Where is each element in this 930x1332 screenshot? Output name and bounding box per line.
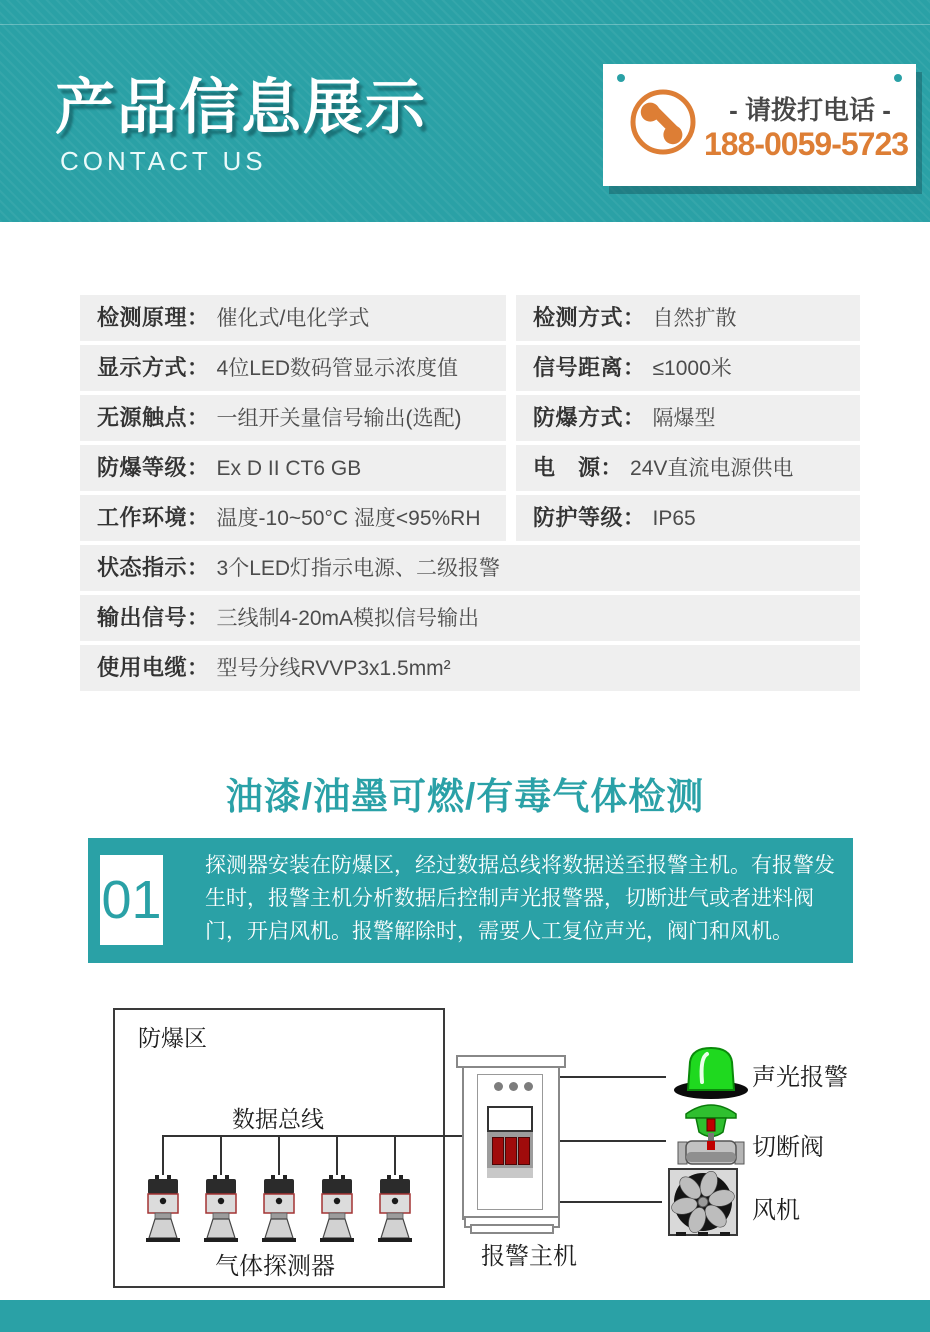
page-subtitle: CONTACT US <box>60 146 267 176</box>
section-heading: 油漆/油墨可燃/有毒气体检测 <box>225 776 705 817</box>
page-title: 产品信息展示 <box>55 74 427 141</box>
step-number-box <box>100 855 163 945</box>
cabinet-foot <box>470 1224 554 1234</box>
spec-table <box>80 295 860 691</box>
data-bus-line <box>163 1135 463 1137</box>
bus-drop-line <box>278 1135 280 1175</box>
spec-value: Ex D II CT6 GB <box>216 457 362 480</box>
spec-label: 防护等级： <box>533 505 646 530</box>
gas-detector-icon <box>319 1175 355 1250</box>
step-01-band <box>88 838 853 963</box>
spec-label: 检测方式： <box>533 305 646 330</box>
display-red-module <box>487 1132 533 1168</box>
spec-value: 型号分线RVVP3x1.5mm² <box>216 657 451 680</box>
gas-detector-icon <box>261 1175 297 1250</box>
spec-value: 隔爆型 <box>652 407 716 430</box>
cabinet-indicator-dot <box>524 1082 533 1091</box>
gas-detector-icon <box>203 1175 239 1250</box>
bus-drop-line <box>220 1135 222 1175</box>
alarm-beacon-icon <box>672 1044 750 1105</box>
spec-value: 催化式/电化学式 <box>216 307 370 330</box>
spec-value: IP65 <box>652 507 696 530</box>
step-number: 01 <box>101 870 162 930</box>
data-bus-label: 数据总线 <box>232 1106 324 1132</box>
spec-value: 三线制4-20mA模拟信号输出 <box>216 607 480 630</box>
spec-cell <box>80 495 506 541</box>
header-banner <box>0 0 930 222</box>
header-seam-line <box>0 24 930 25</box>
spec-cell <box>516 495 860 541</box>
detectors-label: 气体探测器 <box>215 1253 335 1280</box>
connector-line <box>560 1140 666 1142</box>
shutoff-valve-icon <box>676 1098 746 1171</box>
spec-value: 自然扩散 <box>652 307 737 330</box>
spec-label: 状态指示： <box>97 555 210 580</box>
spec-cell <box>80 545 860 591</box>
spec-cell <box>516 395 860 441</box>
spec-value: 一组开关量信号输出(选配) <box>216 407 462 430</box>
spec-label: 信号距离： <box>533 355 646 380</box>
valve-label: 切断阀 <box>752 1134 824 1161</box>
spec-value: 24V直流电源供电 <box>630 457 794 480</box>
spec-cell <box>516 445 860 491</box>
connector-line <box>560 1076 666 1078</box>
phone-number[interactable]: 188-0059-5723 <box>703 126 909 162</box>
bus-drop-line <box>336 1135 338 1175</box>
phone-icon <box>629 88 697 161</box>
bus-drop-line <box>162 1135 164 1175</box>
bus-drop-line <box>394 1135 396 1175</box>
spec-label: 使用电缆： <box>97 655 210 680</box>
spec-cell <box>516 345 860 391</box>
spec-label: 无源触点： <box>97 405 210 430</box>
spec-cell <box>516 295 860 341</box>
spec-label: 输出信号： <box>97 605 210 630</box>
spec-label: 工作环境： <box>97 505 210 530</box>
spec-label: 显示方式： <box>97 355 210 380</box>
spec-value: 温度-10~50°C 湿度<95%RH <box>216 507 481 530</box>
phone-contact-card <box>603 64 916 186</box>
gas-detector-icon <box>377 1175 413 1250</box>
fan-label: 风机 <box>752 1197 800 1224</box>
spec-value: 4位LED数码管显示浓度值 <box>216 357 459 380</box>
display-window <box>487 1106 533 1132</box>
spec-cell <box>80 345 506 391</box>
zone-label: 防爆区 <box>138 1025 207 1051</box>
screw-dot-right <box>894 74 902 82</box>
connector-line <box>560 1201 662 1203</box>
spec-label: 检测原理： <box>97 305 210 330</box>
alarm-host-label: 报警主机 <box>481 1243 577 1270</box>
spec-value: 3个LED灯指示电源、二级报警 <box>216 557 501 580</box>
spec-cell <box>80 395 506 441</box>
spec-label: 防爆等级： <box>97 455 210 480</box>
system-diagram <box>0 1000 930 1300</box>
cabinet-indicator-dot <box>509 1082 518 1091</box>
footer-band <box>0 1300 930 1332</box>
spec-cell <box>80 645 860 691</box>
display-base-strip <box>487 1168 533 1178</box>
spec-label: 电 源： <box>533 455 624 480</box>
spec-label: 防爆方式： <box>533 405 646 430</box>
gas-detector-icon <box>145 1175 181 1250</box>
spec-cell <box>80 595 860 641</box>
screw-dot-left <box>617 74 625 82</box>
spec-cell <box>80 295 506 341</box>
spec-value: ≤1000米 <box>652 357 732 380</box>
step-description: 探测器安装在防爆区，经过数据总线将数据送至报警主机。有报警发生时，报警主机分析数据后控制声光报警器，切断进气或者进料阀门，开启风机。报警解除时，需要人工复位声光，阀门和风机。 <box>205 854 835 943</box>
beacon-label: 声光报警 <box>752 1064 848 1091</box>
cabinet-indicator-dot <box>494 1082 503 1091</box>
fan-icon <box>668 1168 738 1243</box>
call-us-label: - 请拨打电话 - <box>729 95 891 125</box>
spec-cell <box>80 445 506 491</box>
